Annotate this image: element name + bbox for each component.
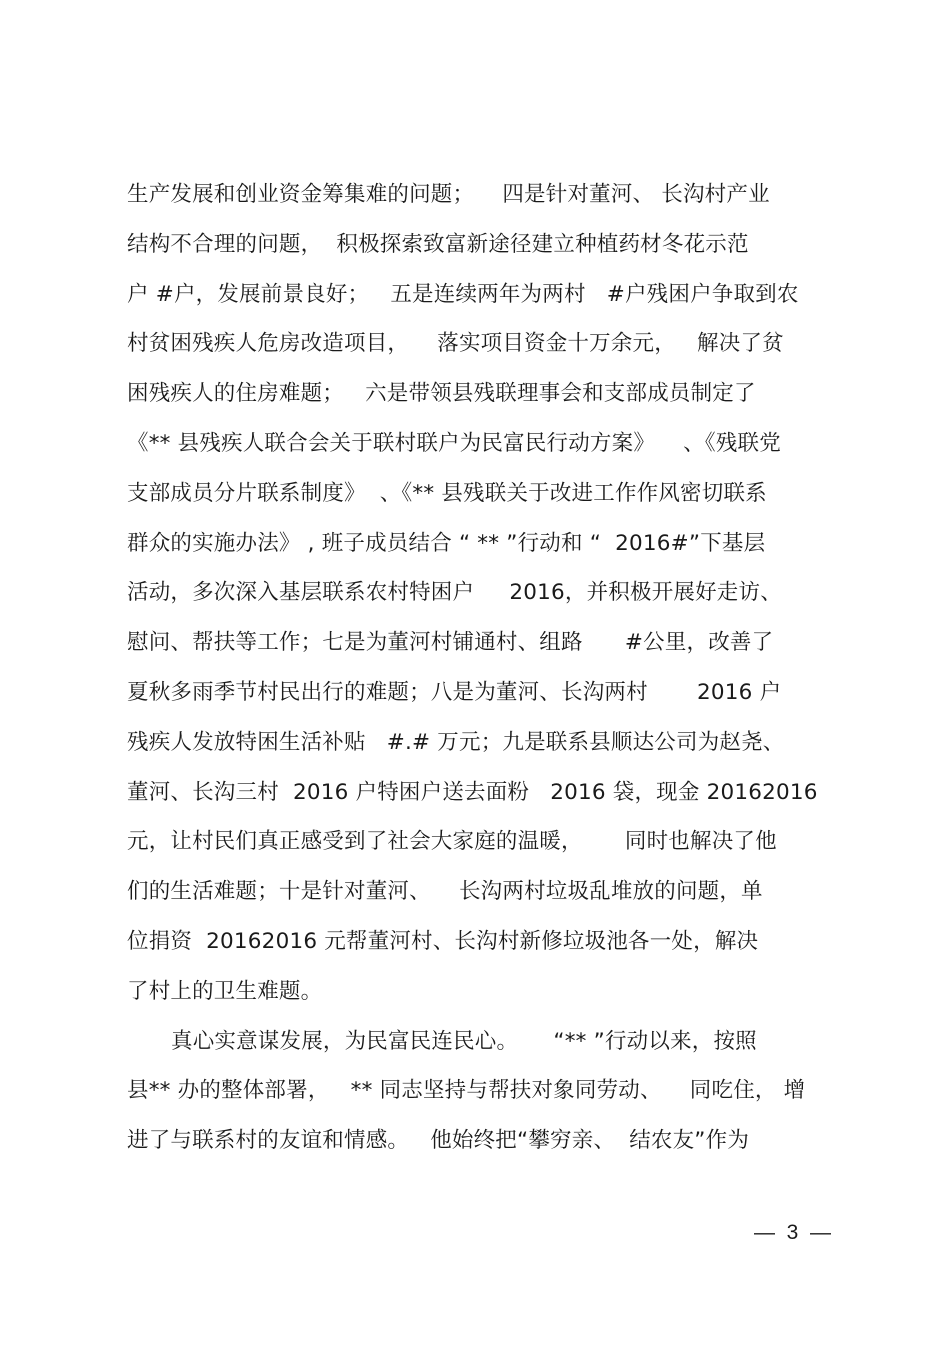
text-line: 夏秋多雨季节村民出行的难题；八是为董河、长沟两村 2016 户 xyxy=(127,679,782,705)
text-line: 董河、长沟三村 2016 户特困户送去面粉 2016 袋，现金 20162016 xyxy=(127,779,818,805)
text-line: 户 #户，发展前景良好； 五是连续两年为两村 #户残困户争取到农 xyxy=(127,281,799,307)
paragraph-end-line: 了村上的卫生难题。 xyxy=(127,978,323,1004)
text-line: 支部成员分片联系制度》 、《** 县残联关于改进工作作风密切联系 xyxy=(127,480,767,506)
text-line: 生产发展和创业资金筹集难的问题； 四是针对董河、 长沟村产业 xyxy=(127,182,770,207)
text-line: 残疾人发放特困生活补贴 #.# 万元；九是联系县顺达公司为赵尧、 xyxy=(127,729,785,755)
body-text xyxy=(127,175,837,1171)
text-line: 《** 县残疾人联合会关于联村联户为民富民行动方案》 、《残联党 xyxy=(127,430,781,456)
text-line: 元，让村民们真正感受到了社会大家庭的温暖， 同时也解决了他 xyxy=(127,829,777,855)
text-line: 结构不合理的问题， 积极探索致富新途径建立种植药材冬花示范 xyxy=(127,231,749,257)
text-line: 活动，多次深入基层联系农村特困户 2016，并积极开展好走访、 xyxy=(127,580,782,606)
text-line: 位捐资 20162016 元帮董河村、长沟村新修垃圾池各一处，解决 xyxy=(127,928,759,954)
text-line: 慰问、帮扶等工作；七是为董河村铺通村、组路 #公里，改善了 xyxy=(127,630,774,656)
text-line: 进了与联系村的友谊和情感。 他始终把“攀穷亲、 结农友”作为 xyxy=(127,1128,750,1154)
text-line: 村贫困残疾人危房改造项目， 落实项目资金十万余元， 解决了贫 xyxy=(127,331,784,357)
text-line: 困残疾人的住房难题； 六是带领县残联理事会和支部成员制定了 xyxy=(127,381,756,407)
text-line: 群众的实施办法》 , 班子成员结合 “ ** ”行动和 “ 2016#”下基层 xyxy=(127,530,766,556)
page-number: — 3 — xyxy=(754,1221,832,1244)
paragraph-start-line: 真心实意谋发展，为民富民连民心。 “** ”行动以来，按照 xyxy=(171,1028,757,1054)
text-line: 们的生活难题；十是针对董河、 长沟两村垃圾乱堆放的问题，单 xyxy=(127,879,763,905)
text-line: 县** 办的整体部署， ** 同志坚持与帮扶对象同劳动、 同吃住， 增 xyxy=(127,1078,806,1104)
